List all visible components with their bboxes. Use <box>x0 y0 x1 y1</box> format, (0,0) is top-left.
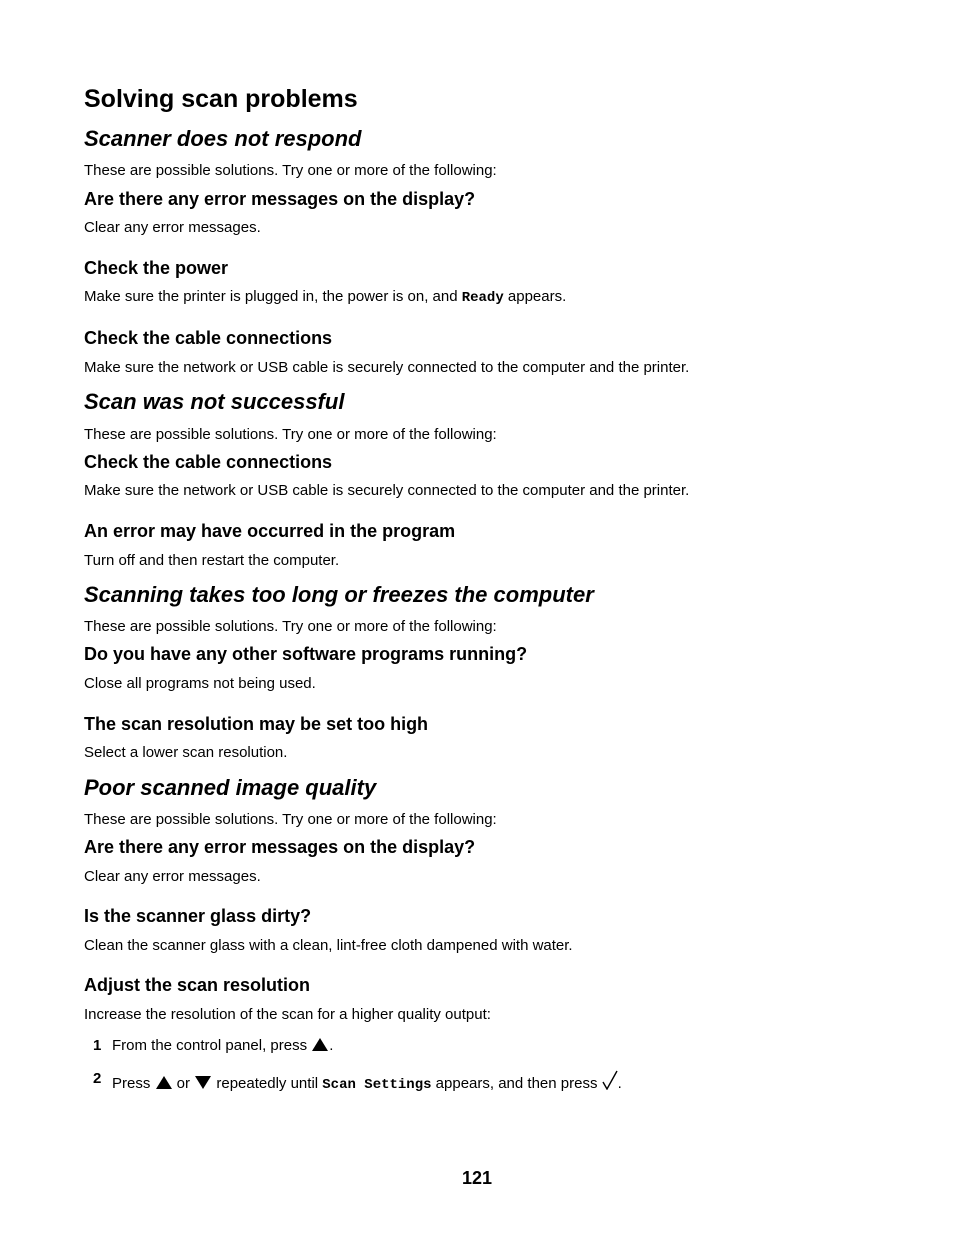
display-message-code: Ready <box>461 290 504 306</box>
menu-name-code: Scan Settings <box>322 1077 432 1093</box>
up-arrow-icon <box>155 1075 173 1094</box>
checkmark-icon <box>602 1070 618 1094</box>
item-heading: Is the scanner glass dirty? <box>84 906 312 926</box>
item-heading: Are there any error messages on the display? <box>84 189 476 209</box>
item-text: Make sure the network or USB cable is securely connected to the computer and the printer. <box>84 482 690 499</box>
step-text-part: Press <box>112 1075 155 1092</box>
step-text-part: From the control panel, press <box>112 1037 312 1054</box>
section-intro: These are possible solutions. Try one or more of the following: <box>84 618 497 635</box>
item-text: Increase the resolution of the scan for a higher quality output: <box>84 1006 491 1023</box>
item-heading: Check the cable connections <box>84 452 333 472</box>
item-heading: Check the cable connections <box>84 328 333 348</box>
up-arrow-icon <box>311 1037 329 1056</box>
step-text-part: repeatedly until <box>212 1075 323 1092</box>
item-heading: Are there any error messages on the display? <box>84 837 476 857</box>
step-text-part: or <box>172 1075 195 1092</box>
item-text: Clean the scanner glass with a clean, lint-free cloth dampened with water. <box>84 937 573 954</box>
item-heading: Adjust the scan resolution <box>84 975 311 995</box>
section-heading-scan-not-successful: Scan was not successful <box>84 389 345 414</box>
item-text: Clear any error messages. <box>84 219 261 236</box>
item-text: Close all programs not being used. <box>84 675 316 692</box>
section-intro: These are possible solutions. Try one or more of the following: <box>84 426 497 443</box>
item-heading: An error may have occurred in the program <box>84 521 456 541</box>
item-text: Make sure the network or USB cable is securely connected to the computer and the printer. <box>84 359 690 376</box>
section-intro: These are possible solutions. Try one or more of the following: <box>84 811 497 828</box>
step-text-part: appears, and then press <box>431 1075 602 1092</box>
section-intro: These are possible solutions. Try one or more of the following: <box>84 162 497 179</box>
item-heading: Do you have any other software programs running? <box>84 644 528 664</box>
section-heading-scanner-not-respond: Scanner does not respond <box>84 126 362 151</box>
down-arrow-icon <box>194 1075 212 1094</box>
step-text-part: . <box>617 1075 622 1092</box>
section-heading-scanning-slow: Scanning takes too long or freezes the computer <box>84 582 594 607</box>
item-text: Clear any error messages. <box>84 868 261 885</box>
item-text: Select a lower scan resolution. <box>84 744 288 761</box>
item-heading: Check the power <box>84 258 229 278</box>
item-text-part: Make sure the printer is plugged in, the power is on, and <box>84 288 462 305</box>
step-number: 1 <box>93 1037 102 1054</box>
item-text-part: appears. <box>503 288 567 305</box>
step-number: 2 <box>93 1070 102 1087</box>
item-text <box>84 288 566 306</box>
page-number: 121 <box>461 1168 493 1188</box>
item-heading: The scan resolution may be set too high <box>84 714 429 734</box>
step-text-part: . <box>329 1037 334 1054</box>
step-text <box>112 1037 333 1056</box>
step-text <box>112 1070 622 1094</box>
section-heading-poor-quality: Poor scanned image quality <box>84 775 377 800</box>
page-title: Solving scan problems <box>84 85 358 113</box>
item-text: Turn off and then restart the computer. <box>84 552 340 569</box>
